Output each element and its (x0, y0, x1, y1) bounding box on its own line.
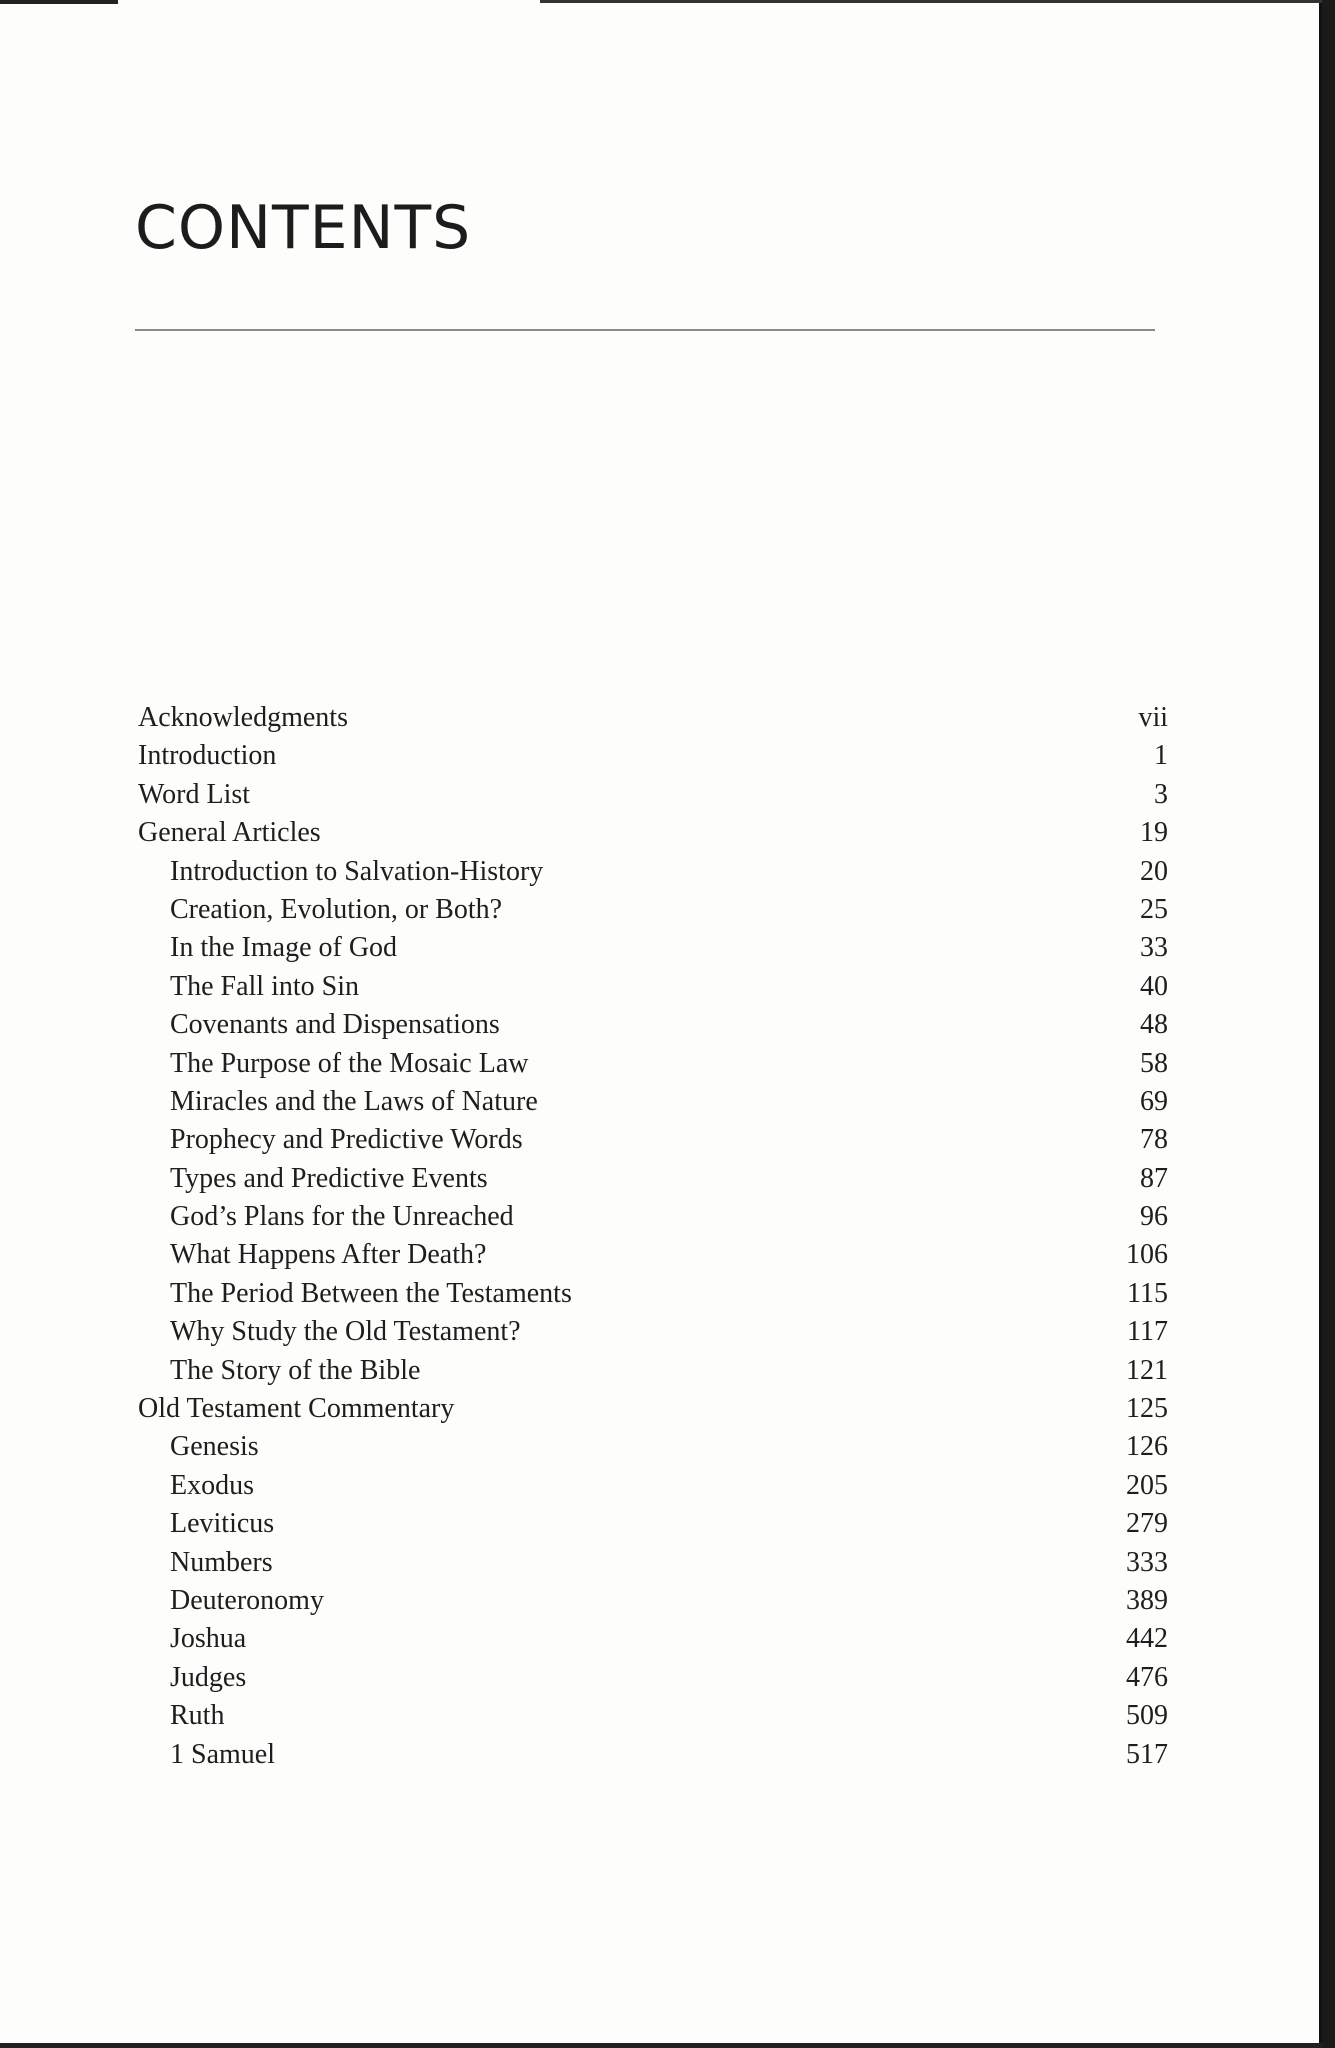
toc-entry-label: The Story of the Bible (170, 1354, 421, 1386)
toc-entry-page: 476 (1126, 1661, 1168, 1693)
toc-entry (138, 1160, 1168, 1198)
toc-entry-page: 25 (1140, 893, 1168, 925)
toc-entry (138, 1045, 1168, 1083)
toc-entry-label: Acknowledgments (138, 702, 348, 733)
toc-entry (138, 1697, 1168, 1735)
title-rule (135, 329, 1155, 331)
toc-entry-label: 1 Samuel (170, 1738, 275, 1770)
toc-entry-page: 69 (1140, 1085, 1168, 1117)
toc-entry-label: In the Image of God (170, 932, 398, 964)
toc-entry (138, 699, 1168, 737)
page-title: CONTENTS (135, 193, 472, 263)
toc-entry (138, 1275, 1168, 1313)
toc-entry (138, 1544, 1168, 1582)
toc-entry-label: Introduction (138, 740, 277, 772)
toc-entry (138, 1659, 1168, 1697)
toc-entry (138, 814, 1168, 852)
toc-entry-label: Old Testament Commentary (138, 1393, 455, 1425)
toc-entry-page: 121 (1126, 1354, 1168, 1386)
toc-entry-label: Leviticus (170, 1508, 275, 1540)
toc-entry (138, 1582, 1168, 1620)
toc-entry-page: 389 (1126, 1584, 1168, 1616)
page-edge-shadow (540, 0, 1322, 3)
toc-entry-label: The Fall into Sin (170, 970, 359, 1002)
toc-entry-label: Judges (170, 1661, 247, 1693)
toc-entry-label: Exodus (170, 1469, 254, 1501)
toc-entry (138, 891, 1168, 929)
toc-entry-page: 115 (1127, 1277, 1168, 1309)
toc-entry-label: God’s Plans for the Unreached (170, 1201, 514, 1233)
toc-entry (138, 853, 1168, 891)
toc-entry-label: Numbers (170, 1546, 273, 1578)
toc-entry-page: 96 (1140, 1201, 1168, 1233)
toc-entry (138, 1083, 1168, 1121)
toc-entry (138, 1736, 1168, 1774)
toc-entry-page: 78 (1140, 1124, 1168, 1156)
toc-entry-page: 125 (1126, 1393, 1168, 1425)
toc-entry-label: Ruth (170, 1700, 225, 1732)
toc-entry-label: Genesis (170, 1431, 259, 1463)
toc-entry (138, 1198, 1168, 1236)
toc-entry-page: 3 (1154, 778, 1168, 810)
toc-entry-page: 33 (1140, 932, 1168, 964)
toc-entry-page: 58 (1140, 1047, 1168, 1079)
toc-entry-page: 517 (1126, 1738, 1168, 1770)
toc-entry (138, 1121, 1168, 1159)
page-edge-shadow (0, 0, 118, 4)
toc-entry-page: 20 (1140, 855, 1168, 887)
toc-entry (138, 1390, 1168, 1428)
toc-entry (138, 1006, 1168, 1044)
toc-entry (138, 1467, 1168, 1505)
toc-entry-page: 333 (1126, 1546, 1168, 1578)
toc-entry-label: Word List (138, 778, 251, 810)
toc-entry (138, 968, 1168, 1006)
toc-entry-page: 279 (1126, 1508, 1168, 1540)
toc-entry-label: Miracles and the Laws of Nature (170, 1085, 538, 1117)
toc-entry-page: 117 (1127, 1316, 1168, 1348)
toc-entry-label: Creation, Evolution, or Both? (170, 893, 503, 925)
toc-entry-label: General Articles (138, 817, 321, 849)
toc-entry-label: Deuteronomy (170, 1584, 324, 1616)
toc-entry (138, 929, 1168, 967)
toc-entry-page: 205 (1126, 1469, 1168, 1501)
toc-entry-label: Prophecy and Predictive Words (170, 1124, 523, 1156)
toc-entry-page: vii (1138, 702, 1168, 733)
toc-entry-page: 1 (1154, 740, 1168, 772)
toc-entry (138, 1352, 1168, 1390)
toc-entry-label: What Happens After Death? (170, 1239, 487, 1271)
toc-entry-page: 19 (1140, 817, 1168, 849)
toc-entry-page: 509 (1126, 1700, 1168, 1732)
toc-entry-page: 106 (1126, 1239, 1168, 1271)
page-edge-shadow (0, 2043, 1322, 2048)
toc-entry (138, 1505, 1168, 1543)
toc-entry-page: 40 (1140, 970, 1168, 1002)
toc-entry-label: Joshua (170, 1623, 247, 1655)
toc-entry-page: 48 (1140, 1009, 1168, 1041)
toc-entry (138, 737, 1168, 775)
toc-entry-page: 442 (1126, 1623, 1168, 1655)
toc-entry-label: The Period Between the Testaments (170, 1277, 572, 1309)
toc-entry (138, 776, 1168, 814)
toc-entry-page: 87 (1140, 1162, 1168, 1194)
toc-entry-label: Introduction to Salvation-History (170, 855, 544, 887)
toc-entry-label: Why Study the Old Testament? (170, 1316, 521, 1348)
table-of-contents (138, 699, 1168, 1774)
toc-entry (138, 1236, 1168, 1274)
toc-entry (138, 1313, 1168, 1351)
toc-entry-label: Covenants and Dispensations (170, 1009, 500, 1041)
toc-entry-page: 126 (1126, 1431, 1168, 1463)
toc-entry (138, 1620, 1168, 1658)
toc-entry-label: Types and Predictive Events (170, 1162, 488, 1194)
toc-entry (138, 1428, 1168, 1466)
toc-entry-label: The Purpose of the Mosaic Law (170, 1047, 529, 1079)
